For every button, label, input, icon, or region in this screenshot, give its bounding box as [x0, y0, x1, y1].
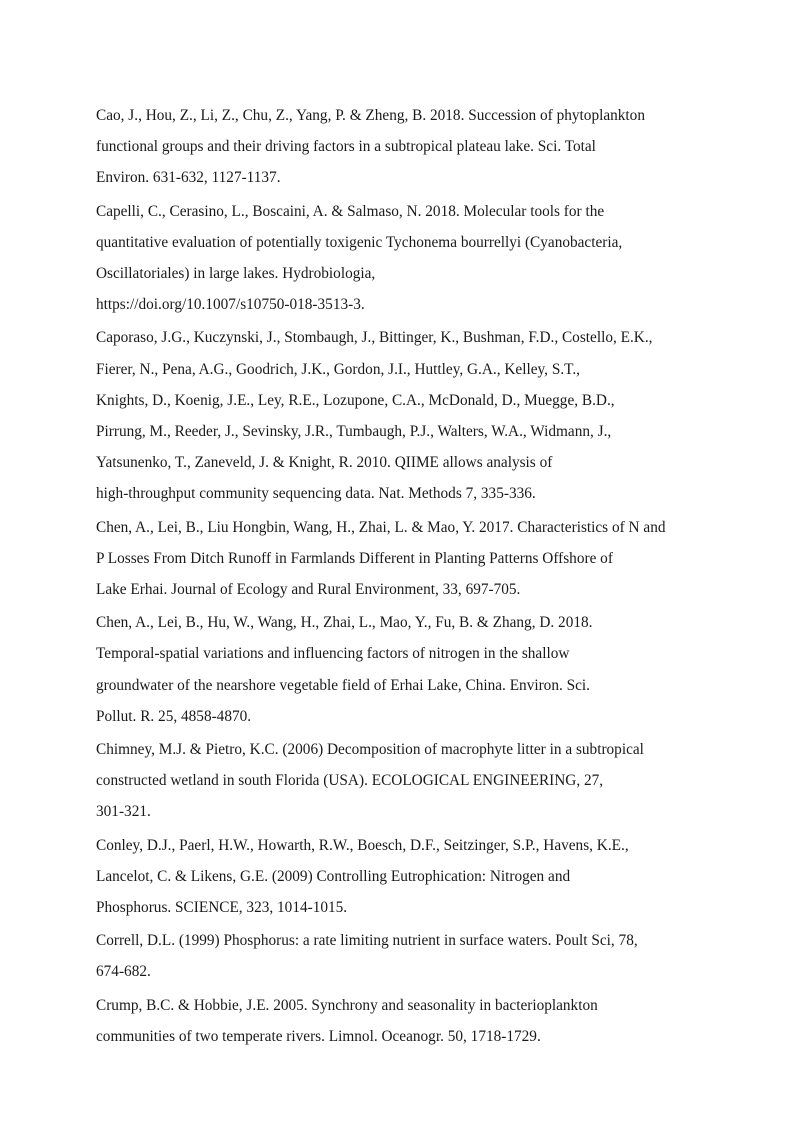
reference-line: Pirrung, M., Reeder, J., Sevinsky, J.R., Tumbaugh, P.J., Walters, W.A., Widmann, J.,	[96, 423, 612, 441]
reference-list	[96, 100, 716, 1052]
reference-line: Phosphorus. SCIENCE, 323, 1014-1015.	[96, 899, 348, 917]
reference-line: quantitative evaluation of potentially toxigenic Tychonema bourrellyi (Cyanobacteria,	[96, 233, 623, 251]
reference-line: 674-682.	[96, 963, 151, 981]
reference-entry	[96, 990, 716, 1052]
reference-line: Caporaso, J.G., Kuczynski, J., Stombaugh, J., Bittinger, K., Bushman, F.D., Costello, E.K.,	[96, 329, 653, 347]
reference-line: Lake Erhai. Journal of Ecology and Rural Environment, 33, 697-705.	[96, 581, 521, 599]
reference-line: groundwater of the nearshore vegetable field of Erhai Lake, China. Environ. Sci.	[96, 676, 590, 694]
reference-line: constructed wetland in south Florida (USA). ECOLOGICAL ENGINEERING, 27,	[96, 772, 604, 790]
reference-doi-link[interactable]: https://doi.org/10.1007/s10750-018-3513-3.	[96, 296, 365, 314]
reference-entry	[96, 607, 716, 732]
reference-entry	[96, 100, 716, 194]
reference-line: Cao, J., Hou, Z., Li, Z., Chu, Z., Yang, P. & Zheng, B. 2018. Succession of phytoplankton	[96, 107, 645, 124]
reference-line: Fierer, N., Pena, A.G., Goodrich, J.K., Gordon, J.I., Huttley, G.A., Kelley, S.T.,	[96, 360, 581, 378]
reference-line: Correll, D.L. (1999) Phosphorus: a rate limiting nutrient in surface waters. Poult Sci, 78,	[96, 932, 638, 950]
reference-line: Environ. 631-632, 1127-1137.	[96, 169, 281, 187]
reference-line: Yatsunenko, T., Zaneveld, J. & Knight, R. 2010. QIIME allows analysis of	[96, 454, 553, 472]
reference-line: Lancelot, C. & Likens, G.E. (2009) Controlling Eutrophication: Nitrogen and	[96, 867, 571, 885]
reference-line: high-throughput community sequencing data. Nat. Methods 7, 335-336.	[96, 485, 536, 503]
reference-line: communities of two temperate rivers. Limnol. Oceanogr. 50, 1718-1729.	[96, 1027, 541, 1045]
reference-entry	[96, 830, 716, 924]
reference-line: Oscillatoriales) in large lakes. Hydrobiologia,	[96, 265, 376, 283]
reference-line: P Losses From Ditch Runoff in Farmlands Different in Planting Patterns Offshore of	[96, 549, 613, 567]
reference-line: functional groups and their driving factors in a subtropical plateau lake. Sci. Total	[96, 138, 596, 156]
reference-entry	[96, 734, 716, 828]
reference-entry	[96, 512, 716, 606]
reference-entry	[96, 925, 716, 987]
reference-line: Pollut. R. 25, 4858-4870.	[96, 707, 252, 725]
reference-line: Temporal-spatial variations and influencing factors of nitrogen in the shallow	[96, 645, 570, 663]
reference-line: Chimney, M.J. & Pietro, K.C. (2006) Decomposition of macrophyte litter in a subtropical	[96, 741, 644, 759]
reference-entry	[96, 196, 716, 321]
document-page	[96, 100, 716, 1054]
reference-line: Crump, B.C. & Hobbie, J.E. 2005. Synchrony and seasonality in bacterioplankton	[96, 996, 598, 1014]
reference-line: Capelli, C., Cerasino, L., Boscaini, A. & Salmaso, N. 2018. Molecular tools for the	[96, 202, 605, 220]
reference-entry	[96, 322, 716, 509]
reference-line: Chen, A., Lei, B., Hu, W., Wang, H., Zhai, L., Mao, Y., Fu, B. & Zhang, D. 2018.	[96, 614, 593, 632]
reference-line: Chen, A., Lei, B., Liu Hongbin, Wang, H., Zhai, L. & Mao, Y. 2017. Characteristics of N and	[96, 518, 666, 536]
reference-line: Conley, D.J., Paerl, H.W., Howarth, R.W., Boesch, D.F., Seitzinger, S.P., Havens, K.E.,	[96, 836, 629, 854]
reference-line: 301-321.	[96, 803, 151, 821]
reference-line: Knights, D., Koenig, J.E., Ley, R.E., Lozupone, C.A., McDonald, D., Muegge, B.D.,	[96, 391, 615, 409]
